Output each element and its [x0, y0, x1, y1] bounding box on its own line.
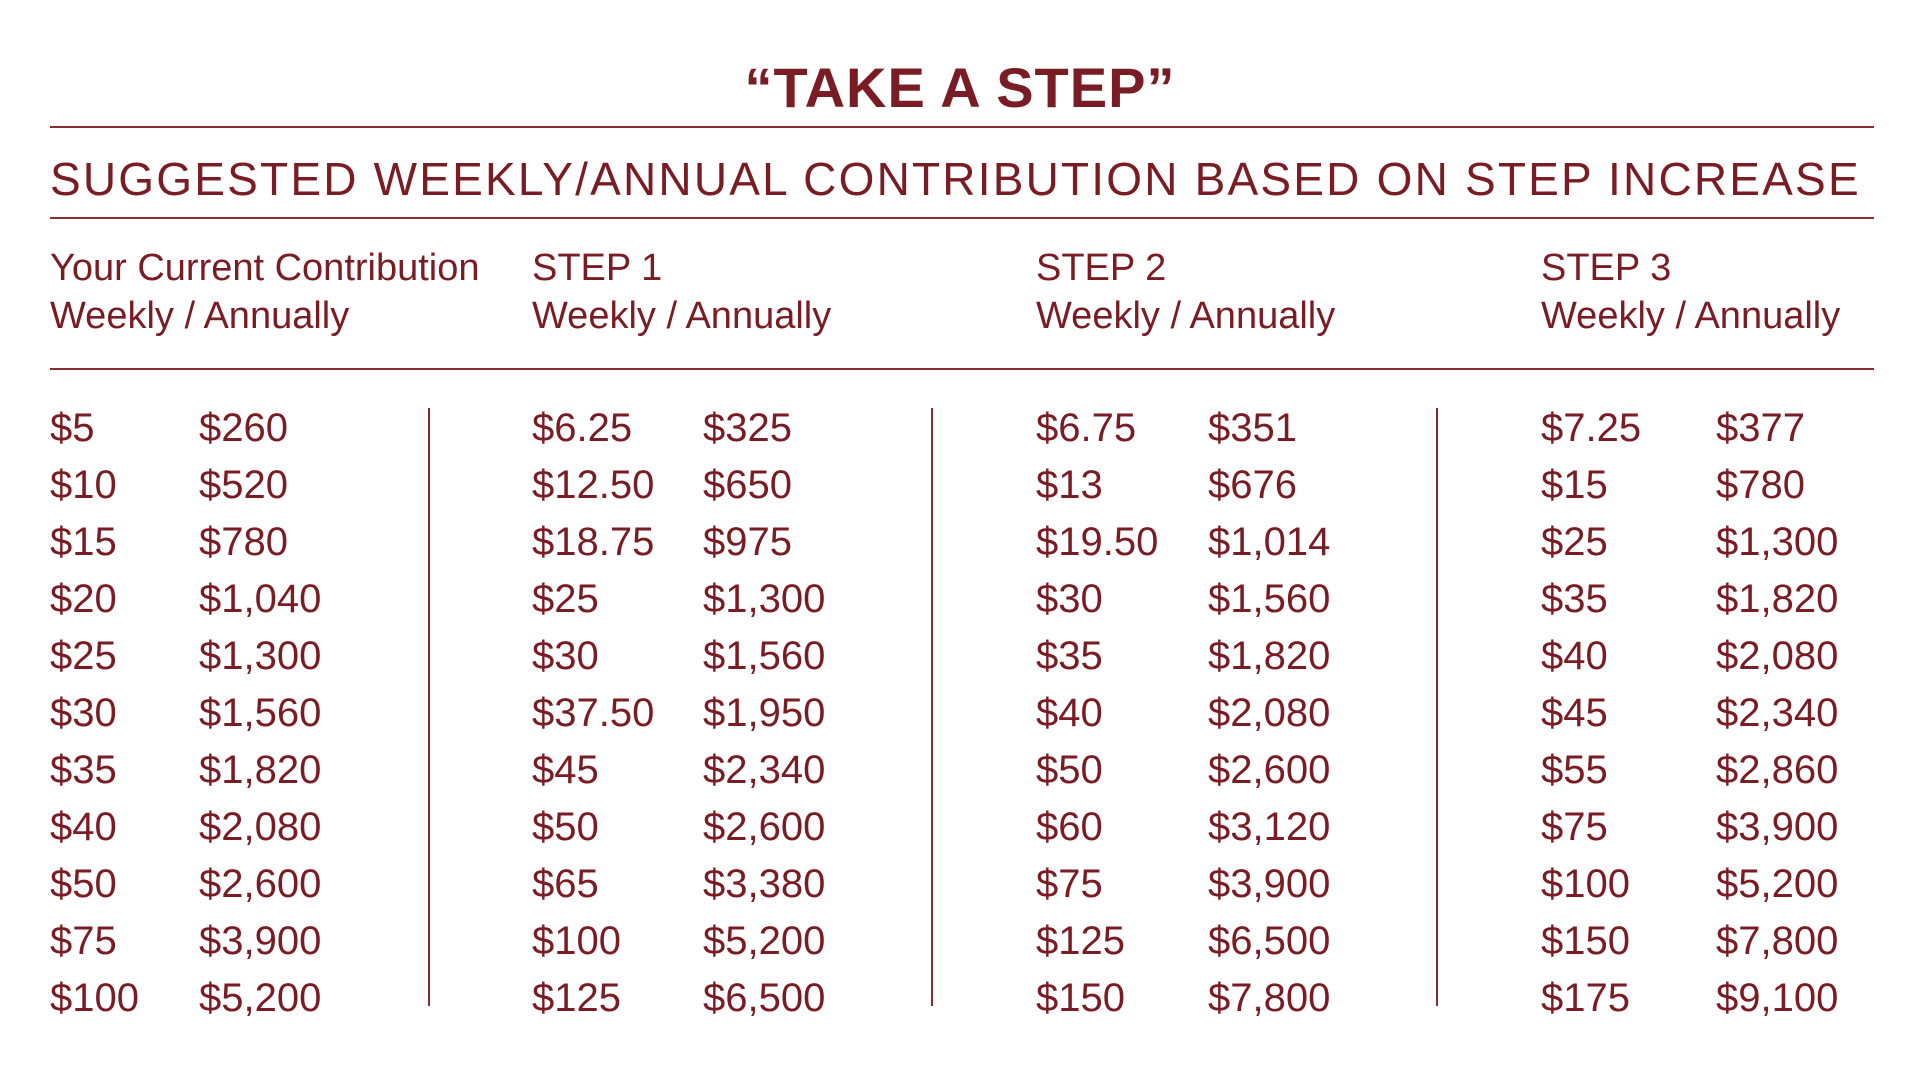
annual-amount: $351 — [1208, 406, 1297, 450]
table-row — [50, 742, 410, 799]
header-divider — [50, 368, 1874, 370]
weekly-amount: $30 — [1036, 577, 1103, 621]
weekly-amount: $30 — [532, 634, 599, 678]
annual-amount: $1,820 — [1208, 634, 1331, 678]
column-separator — [1436, 408, 1438, 1006]
annual-amount: $9,100 — [1716, 976, 1839, 1020]
table-row — [1036, 457, 1396, 514]
table-row — [532, 571, 892, 628]
weekly-amount: $55 — [1541, 748, 1608, 792]
annual-amount: $1,300 — [703, 577, 826, 621]
table-row — [1036, 913, 1396, 970]
table-row — [1541, 856, 1901, 913]
annual-amount: $3,900 — [1716, 805, 1839, 849]
table-row — [1541, 970, 1901, 1027]
table-row — [1541, 514, 1901, 571]
annual-amount: $2,340 — [703, 748, 826, 792]
table-row — [532, 628, 892, 685]
column-header-current — [50, 244, 480, 340]
column-header-step-1 — [532, 244, 831, 340]
annual-amount: $520 — [199, 463, 288, 507]
annual-amount: $325 — [703, 406, 792, 450]
column-heading: STEP 3 — [1541, 247, 1672, 289]
table-row — [1541, 457, 1901, 514]
column-heading: STEP 2 — [1036, 247, 1167, 289]
column-subheading: Weekly / Annually — [50, 295, 350, 337]
table-row — [1036, 571, 1396, 628]
weekly-amount: $5 — [50, 406, 95, 450]
weekly-amount: $40 — [1036, 691, 1103, 735]
weekly-amount: $125 — [532, 976, 621, 1020]
weekly-amount: $35 — [1541, 577, 1608, 621]
table-row — [50, 913, 410, 970]
weekly-amount: $50 — [50, 862, 117, 906]
column-subheading: Weekly / Annually — [1036, 295, 1336, 337]
annual-amount: $3,120 — [1208, 805, 1331, 849]
weekly-amount: $75 — [1541, 805, 1608, 849]
weekly-amount: $25 — [50, 634, 117, 678]
weekly-amount: $175 — [1541, 976, 1630, 1020]
annual-amount: $676 — [1208, 463, 1297, 507]
table-row — [532, 514, 892, 571]
weekly-amount: $100 — [1541, 862, 1630, 906]
weekly-amount: $125 — [1036, 919, 1125, 963]
table-row — [532, 457, 892, 514]
table-row — [1036, 685, 1396, 742]
weekly-amount: $40 — [50, 805, 117, 849]
annual-amount: $2,860 — [1716, 748, 1839, 792]
table-row — [1036, 856, 1396, 913]
annual-amount: $780 — [199, 520, 288, 564]
annual-amount: $7,800 — [1208, 976, 1331, 1020]
annual-amount: $780 — [1716, 463, 1805, 507]
weekly-amount: $20 — [50, 577, 117, 621]
annual-amount: $2,600 — [199, 862, 322, 906]
annual-amount: $1,014 — [1208, 520, 1331, 564]
annual-amount: $1,820 — [199, 748, 322, 792]
table-row — [50, 685, 410, 742]
table-row — [1541, 685, 1901, 742]
weekly-amount: $15 — [50, 520, 117, 564]
title-divider — [50, 126, 1874, 128]
weekly-amount: $150 — [1541, 919, 1630, 963]
table-row — [532, 685, 892, 742]
column-separator — [931, 408, 933, 1006]
annual-amount: $3,900 — [199, 919, 322, 963]
table-row — [532, 970, 892, 1027]
step-3-column — [1541, 400, 1901, 1027]
table-row — [1036, 742, 1396, 799]
annual-amount: $3,380 — [703, 862, 826, 906]
table-row — [1541, 799, 1901, 856]
weekly-amount: $37.50 — [532, 691, 655, 735]
annual-amount: $5,200 — [703, 919, 826, 963]
annual-amount: $6,500 — [703, 976, 826, 1020]
weekly-amount: $150 — [1036, 976, 1125, 1020]
table-row — [532, 856, 892, 913]
weekly-amount: $15 — [1541, 463, 1608, 507]
subtitle-divider — [50, 217, 1874, 219]
table-row — [50, 799, 410, 856]
table-row — [1036, 514, 1396, 571]
weekly-amount: $30 — [50, 691, 117, 735]
weekly-amount: $45 — [1541, 691, 1608, 735]
table-row — [50, 970, 410, 1027]
column-subheading: Weekly / Annually — [1541, 295, 1841, 337]
annual-amount: $1,560 — [1208, 577, 1331, 621]
annual-amount: $5,200 — [1716, 862, 1839, 906]
annual-amount: $1,300 — [199, 634, 322, 678]
table-row — [50, 514, 410, 571]
table-row — [50, 457, 410, 514]
table-row — [1036, 400, 1396, 457]
subtitle: SUGGESTED WEEKLY/ANNUAL CONTRIBUTION BASED ON STEP INCREASE — [50, 153, 1861, 205]
annual-amount: $1,950 — [703, 691, 826, 735]
weekly-amount: $100 — [532, 919, 621, 963]
table-row — [532, 742, 892, 799]
step-2-column — [1036, 400, 1396, 1027]
column-heading: Your Current Contribution — [50, 247, 480, 289]
annual-amount: $2,080 — [1208, 691, 1331, 735]
table-row — [1036, 970, 1396, 1027]
current-contribution-column — [50, 400, 410, 1027]
annual-amount: $1,040 — [199, 577, 322, 621]
weekly-amount: $13 — [1036, 463, 1103, 507]
weekly-amount: $60 — [1036, 805, 1103, 849]
annual-amount: $1,300 — [1716, 520, 1839, 564]
annual-amount: $2,340 — [1716, 691, 1839, 735]
annual-amount: $1,560 — [199, 691, 322, 735]
annual-amount: $1,560 — [703, 634, 826, 678]
table-row — [50, 571, 410, 628]
column-separator — [428, 408, 430, 1006]
weekly-amount: $25 — [1541, 520, 1608, 564]
annual-amount: $2,600 — [1208, 748, 1331, 792]
weekly-amount: $18.75 — [532, 520, 655, 564]
column-subheading: Weekly / Annually — [532, 295, 832, 337]
table-row — [1541, 913, 1901, 970]
column-heading: STEP 1 — [532, 247, 663, 289]
table-row — [1036, 628, 1396, 685]
annual-amount: $975 — [703, 520, 792, 564]
weekly-amount: $40 — [1541, 634, 1608, 678]
weekly-amount: $45 — [532, 748, 599, 792]
table-row — [1036, 799, 1396, 856]
page-title: “TAKE A STEP” — [744, 56, 1176, 119]
annual-amount: $1,820 — [1716, 577, 1839, 621]
table-row — [1541, 742, 1901, 799]
table-row — [532, 913, 892, 970]
weekly-amount: $75 — [50, 919, 117, 963]
column-header-step-2 — [1036, 244, 1335, 340]
annual-amount: $3,900 — [1208, 862, 1331, 906]
table-row — [50, 628, 410, 685]
weekly-amount: $19.50 — [1036, 520, 1159, 564]
weekly-amount: $50 — [532, 805, 599, 849]
weekly-amount: $25 — [532, 577, 599, 621]
annual-amount: $2,080 — [1716, 634, 1839, 678]
weekly-amount: $100 — [50, 976, 139, 1020]
annual-amount: $260 — [199, 406, 288, 450]
annual-amount: $7,800 — [1716, 919, 1839, 963]
weekly-amount: $7.25 — [1541, 406, 1642, 450]
annual-amount: $2,080 — [199, 805, 322, 849]
column-header-step-3 — [1541, 244, 1840, 340]
weekly-amount: $50 — [1036, 748, 1103, 792]
table-row — [50, 856, 410, 913]
weekly-amount: $35 — [50, 748, 117, 792]
annual-amount: $650 — [703, 463, 792, 507]
table-row — [532, 799, 892, 856]
weekly-amount: $65 — [532, 862, 599, 906]
table-row — [1541, 571, 1901, 628]
annual-amount: $377 — [1716, 406, 1805, 450]
weekly-amount: $6.25 — [532, 406, 633, 450]
annual-amount: $5,200 — [199, 976, 322, 1020]
weekly-amount: $10 — [50, 463, 117, 507]
weekly-amount: $6.75 — [1036, 406, 1137, 450]
weekly-amount: $35 — [1036, 634, 1103, 678]
step-1-column — [532, 400, 892, 1027]
table-row — [50, 400, 410, 457]
weekly-amount: $75 — [1036, 862, 1103, 906]
annual-amount: $2,600 — [703, 805, 826, 849]
table-row — [1541, 400, 1901, 457]
table-row — [532, 400, 892, 457]
annual-amount: $6,500 — [1208, 919, 1331, 963]
weekly-amount: $12.50 — [532, 463, 655, 507]
table-row — [1541, 628, 1901, 685]
